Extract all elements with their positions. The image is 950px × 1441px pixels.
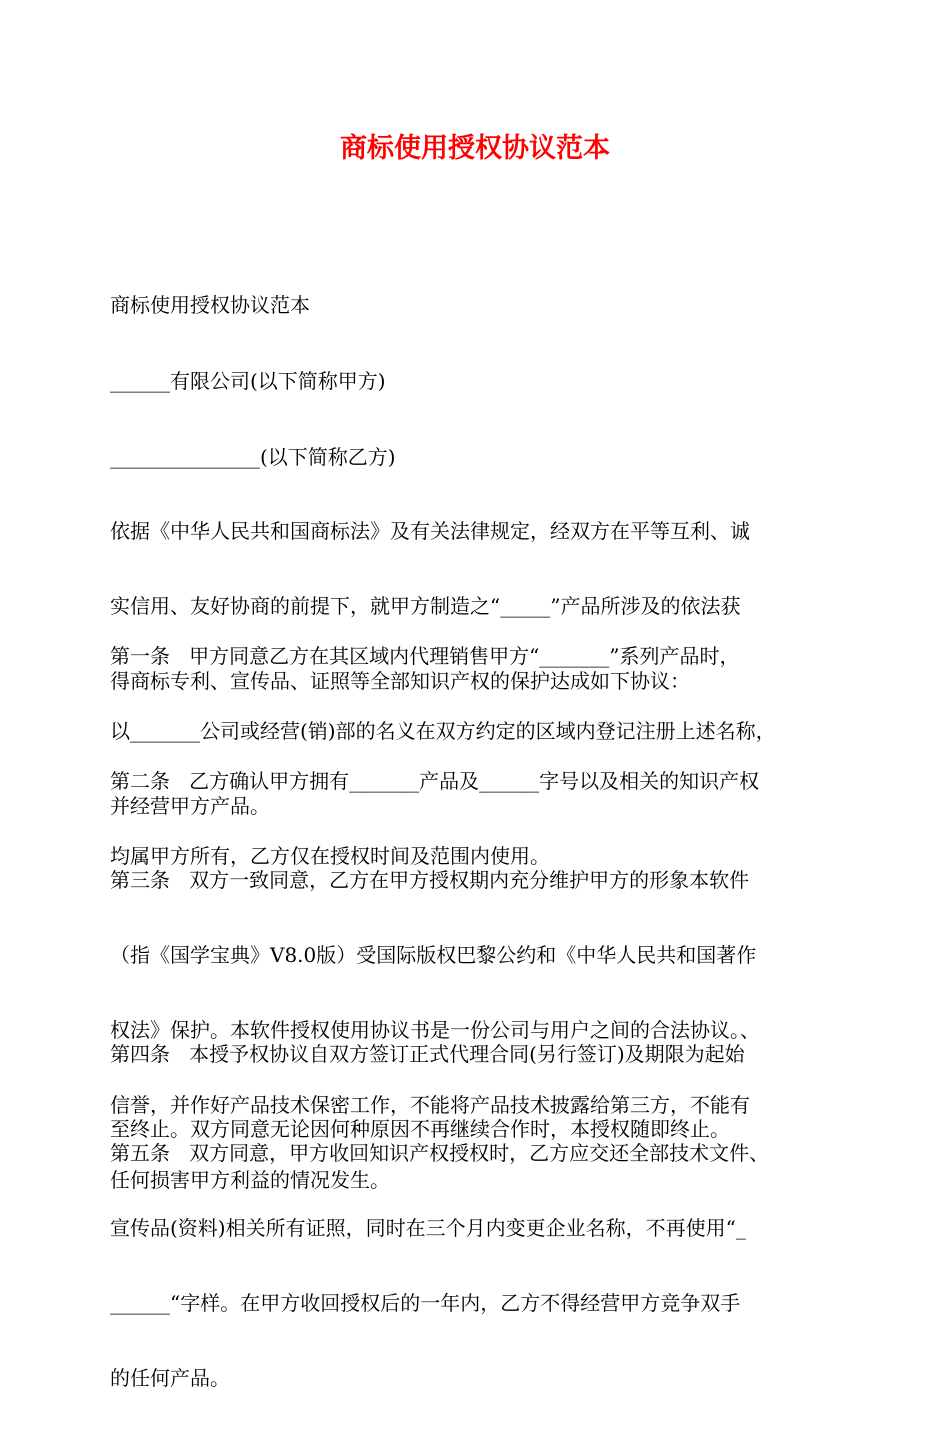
- article-1-line: 第一条 甲方同意乙方在其区域内代理销售甲方“_______”系列产品时，: [110, 644, 740, 668]
- article-5-line: ______“字样。在甲方收回授权后的一年内，乙方不得经营甲方竞争双手: [110, 1291, 741, 1315]
- article-3-line: 信誉，并作好产品技术保密工作，不能将产品技术披露给第三方，不能有: [110, 1093, 750, 1117]
- article-1-line: 并经营甲方产品。: [110, 794, 270, 818]
- article-2-line: 第二条 乙方确认甲方拥有_______产品及______字号以及相关的知识产权: [110, 769, 760, 793]
- party-a-text: ______有限公司(以下简称甲方): [110, 369, 386, 393]
- article-5-line: 的任何产品。: [110, 1366, 230, 1390]
- document-title: 商标使用授权协议范本: [340, 133, 610, 164]
- article-5: [110, 1091, 845, 1441]
- article-1-line: 以_______公司或经营(销)部的名义在双方约定的区域内登记注册上述名称，: [110, 719, 776, 743]
- article-5-line: 宣传品(资料)相关所有证照，同时在三个月内变更企业名称，不再使用“_: [110, 1216, 746, 1240]
- article-2-line: 均属甲方所有，乙方仅在授权时间及范围内使用。: [110, 844, 550, 868]
- subtitle-line: 商标使用授权协议范本: [110, 293, 310, 317]
- party-b-text: _______________(以下简称乙方): [110, 445, 396, 469]
- intro-line: 得商标专利、宣传品、证照等全部知识产权的保护达成如下协议：: [110, 669, 690, 693]
- article-3-line: （指《国学宝典》V8.0版）受国际版权巴黎公约和《中华人民共和国著作: [110, 943, 757, 967]
- article-3-line: 第三条 双方一致同意，乙方在甲方授权期内充分维护甲方的形象本软件: [110, 868, 750, 892]
- article-4-line: 至终止。双方同意无论因何种原因不再继续合作时，本授权随即终止。: [110, 1117, 730, 1141]
- article-3-line: 任何损害甲方利益的情况发生。: [110, 1168, 390, 1192]
- article-3-line: 权法》保护。本软件授权使用协议书是一份公司与用户之间的合法协议。、: [110, 1018, 760, 1042]
- article-4-line: 第四条 本授予权协议自双方签订正式代理合同(另行签订)及期限为起始: [110, 1042, 745, 1066]
- intro-line: 依据《中华人民共和国商标法》及有关法律规定，经双方在平等互利、诚: [110, 519, 750, 543]
- article-5-line: 第五条 双方同意，甲方收回知识产权授权时，乙方应交还全部技术文件、: [110, 1141, 770, 1165]
- intro-line: 实信用、友好协商的前提下，就甲方制造之“_____”产品所涉及的依法获: [110, 594, 741, 618]
